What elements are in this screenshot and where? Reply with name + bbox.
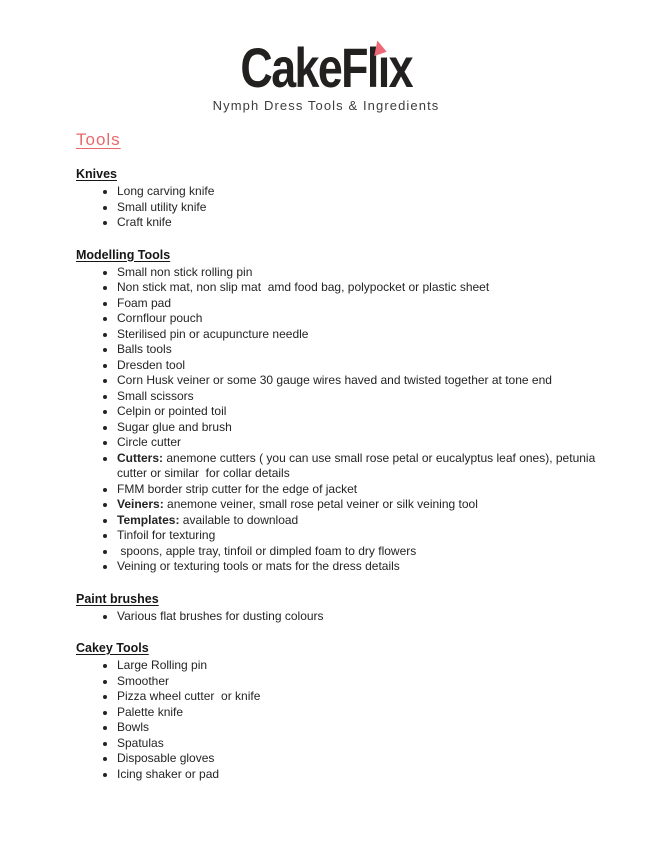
bullet-list [76,184,596,231]
list-item [117,559,596,575]
item-bold-prefix: Cutters: [117,450,164,465]
list-item [117,184,596,200]
item-text: Bowls [117,720,150,734]
list-item [117,327,596,343]
item-text: Disposable gloves [117,751,215,765]
logo-text-part2: x [388,36,412,99]
item-text: Palette knife [117,704,184,719]
list-item [117,342,596,358]
list-item [117,497,596,513]
document-content [76,113,599,782]
item-text: anemone cutters ( you can use small rose petal or eucalyptus leaf ones), petunia cutter or similar for collar details [117,450,599,480]
bullet-list [76,264,599,575]
item-text: Tinfoil for texturing [117,528,216,542]
cakeflix-logo-text [240,36,412,99]
document-subtitle: Nymph Dress Tools & Ingredients [212,98,440,113]
item-text: Small utility knife [117,199,207,214]
item-text: Celpin or pointed toil [117,404,227,418]
item-text: Various flat brushes for dusting colours [117,608,324,623]
item-text: Small scissors [117,388,194,403]
list-item [117,720,596,736]
item-text: Circle cutter [117,435,182,449]
section-modelling-tools [76,247,599,575]
list-item [117,450,599,482]
list-item [117,373,596,389]
item-text: spoons, apple tray, tinfoil or dimpled foam to dry flowers [117,543,417,558]
list-item [117,358,596,374]
section-heading: Paint brushes [76,591,159,606]
item-text: anemone veiner, small rose petal veiner or silk veining tool [163,497,478,511]
list-item [117,513,596,529]
tools-section-title: Tools [76,130,121,149]
list-item [117,435,596,451]
list-item [117,200,596,216]
list-item [117,280,596,296]
item-text: Sterilised pin or acupuncture needle [117,326,309,341]
item-text: Craft knife [117,215,172,229]
logo-text-part1: CakeFl [240,36,378,99]
list-item [117,420,596,436]
list-item [117,482,596,498]
list-item [117,215,596,231]
list-item [117,265,596,281]
section-heading: Modelling Tools [76,247,171,262]
item-text: Large Rolling pin [117,658,208,672]
item-text: Icing shaker or pad [117,766,220,781]
item-text: Corn Husk veiner or some 30 gauge wires haved and twisted together at tone end [117,373,552,387]
list-item [117,389,596,405]
item-text: Foam pad [117,295,172,310]
list-item [117,705,596,721]
sections-container [76,167,599,782]
item-text: Non stick mat, non slip mat amd food bag, polypocket or plastic sheet [117,280,490,294]
logo-i-glyph: ı [377,36,389,99]
item-text: Veining or texturing tools or mats for the dress details [117,559,400,573]
bullet-list [76,609,596,625]
logo-letter-i [377,36,389,99]
item-text: Dresden tool [117,357,186,372]
document-header [0,0,652,113]
list-item [117,311,596,327]
section-knives [76,167,596,231]
list-item [117,609,596,625]
item-text: FMM border strip cutter for the edge of jacket [117,481,358,496]
item-text: Smoother [117,673,170,688]
list-item [117,751,596,767]
list-item [117,689,596,705]
bullet-list [76,658,596,782]
item-bold-prefix: Veiners: [117,497,164,511]
section-heading: Cakey Tools [76,641,149,655]
play-triangle-icon [374,41,388,60]
item-text: Balls tools [117,342,172,356]
list-item [117,528,596,544]
list-item [117,767,596,783]
section-paint-brushes [76,592,596,625]
section-heading: Knives [76,167,117,181]
section-cakey-tools [76,641,596,782]
item-text: Long carving knife [117,184,215,198]
list-item [117,674,596,690]
list-item [117,296,596,312]
list-item [117,736,596,752]
cakeflix-logo [219,36,433,99]
list-item [117,658,596,674]
item-bold-prefix: Templates: [117,512,180,527]
item-text: Spatulas [117,735,164,750]
list-item [117,404,596,420]
item-text: Small non stick rolling pin [117,264,253,279]
item-text: Cornflour pouch [117,311,203,325]
item-text: Pizza wheel cutter or knife [117,689,261,703]
item-text: Sugar glue and brush [117,419,232,434]
list-item [117,544,596,560]
item-text: available to download [179,512,299,527]
